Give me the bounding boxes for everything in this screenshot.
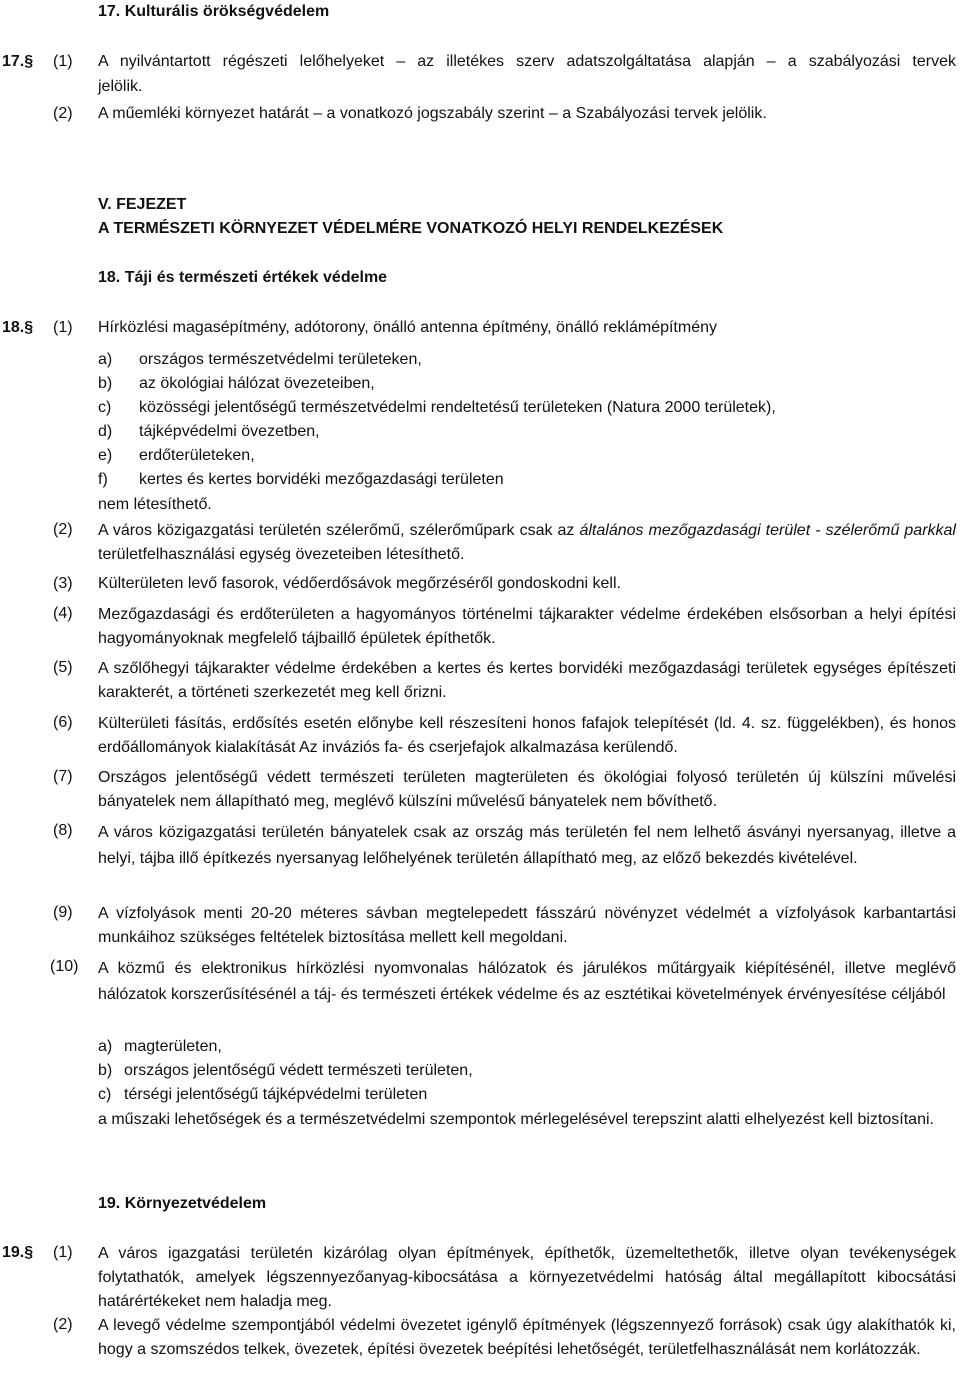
paragraph-18-7-number: (7)	[53, 768, 73, 785]
list-item-label: b)	[98, 375, 113, 392]
section-17-heading: 17. Kulturális örökségvédelem	[98, 3, 330, 20]
list-item-text: magterületen,	[124, 1038, 222, 1055]
list-item-text: tájképvédelmi övezetben,	[139, 423, 320, 440]
paragraph-18-6-number: (6)	[53, 714, 73, 731]
chapter-number: V. FEJEZET	[98, 196, 187, 213]
list-item-label: d)	[98, 423, 113, 440]
paragraph-17-2-text: A műemléki környezet határát – a vonatkozó jogszabály szerint – a Szabályozási tervek jelölik.	[98, 105, 767, 122]
list-item-text: közösségi jelentőségű természetvédelmi rendeltetésű területeken (Natura 2000 területek),	[139, 399, 776, 416]
paragraph-19-1-number: (1)	[53, 1244, 73, 1261]
list-item-text: erdőterületeken,	[139, 447, 255, 464]
paragraph-18-7-text: Országos jelentőségű védett természeti területen magterületen és ökológiai folyosó területén új külszíni művelési bányatelek nem állapítható meg, meglévő külszíni művelésű bányatelek nem bővíthető.	[98, 769, 956, 810]
list-item-label: c)	[98, 399, 112, 416]
paragraph-17-1-number: (1)	[53, 53, 73, 70]
section-18-heading: 18. Táji és természeti értékek védelme	[98, 269, 388, 286]
paragraph-17-2-number: (2)	[53, 105, 73, 122]
list-item-label: f)	[98, 471, 108, 488]
paragraph-18-10-text: A közmű és elektronikus hírközlési nyomvonalas hálózatok és járulékos műtárgyaik kiépítésénél, illetve meglévő hálózatok korszerűsítésénél a táj- és természeti értékek védelme és az esztétikai követelmények érvényesítése céljából	[98, 960, 956, 1003]
paragraph-19-2-text: A levegő védelme szempontjából védelmi övezetet igénylő építmények (légszennyező források) csak úgy alakíthatók ki, hogy a szomszédos telkek, övezetek, építési övezetek beépítési lehetőségét, területfelhasználását nem korlátozzák.	[98, 1317, 956, 1358]
section-19-heading: 19. Környezetvédelem	[98, 1195, 267, 1212]
paragraph-18-8-text: A város közigazgatási területén bányatelek csak az ország más területén fel nem lelhető ásványi nyersanyag, illetve a helyi, tájba illő építkezés nyersanyag lelőhelyének területén állapítható meg, az előző bekezdés kivételével.	[98, 824, 956, 867]
paragraph-18-10-number: (10)	[50, 958, 79, 975]
paragraph-18-3-number: (3)	[53, 575, 73, 592]
paragraph-18-2-number: (2)	[53, 521, 73, 538]
list-item-label: a)	[98, 351, 113, 368]
section-18-number: 18.§	[2, 319, 34, 336]
paragraph-18-2-text: A város közigazgatási területén szélerőmű, szélerőműpark csak az általános mezőgazdasági terület - szélerőmű parkkal területfelhasználási egység övezeteiben létesíthető.	[98, 522, 956, 563]
list-item-label: a)	[98, 1038, 113, 1055]
paragraph-18-1-tail: nem létesíthető.	[98, 496, 212, 513]
paragraph-19-2-number: (2)	[53, 1316, 73, 1333]
paragraph-18-9-number: (9)	[53, 904, 73, 921]
paragraph-18-10-tail: a műszaki lehetőségek és a természetvédelmi szempontok mérlegelésével terepszint alatti elhelyezést kell biztosítani.	[98, 1111, 934, 1128]
list-item-text: kertes és kertes borvidéki mezőgazdasági területen	[139, 471, 504, 488]
list-item-text: térségi jelentőségű tájképvédelmi területen	[124, 1086, 428, 1103]
list-item-text: az ökológiai hálózat övezeteiben,	[139, 375, 375, 392]
paragraph-18-3-text: Külterületen levő fasorok, védőerdősávok megőrzéséről gondoskodni kell.	[98, 575, 621, 592]
paragraph-17-1-line2: jelölik.	[98, 78, 143, 95]
paragraph-18-9-text: A vízfolyások menti 20-20 méteres sávban megtelepedett fásszárú növényzet védelmét a vízfolyások karbantartási munkáihoz szükséges feltételek biztosítása mellett kell megoldani.	[98, 905, 956, 946]
paragraph-19-1-text: A város igazgatási területén kizárólag olyan építmények, építhetők, üzemeltethetők, illetve olyan tevékenységek folytathatók, amelyek légszennyezőanyag-kibocsátása a környezetvédelmi hatóság által megállapított kibocsátási határértékeket nem haladja meg.	[98, 1245, 956, 1310]
paragraph-18-1-number: (1)	[53, 319, 73, 336]
chapter-title: A TERMÉSZETI KÖRNYEZET VÉDELMÉRE VONATKOZÓ HELYI RENDELKEZÉSEK	[98, 220, 724, 237]
paragraph-18-6-text: Külterületi fásítás, erdősítés esetén előnybe kell részesíteni honos fafajok telepítését (ld. 4. sz. függelékben), és honos erdőállományok kialakítását Az inváziós fa- és cserjefajok alkalmazása kerülendő.	[98, 715, 956, 756]
paragraph-18-5-text: A szőlőhegyi tájkarakter védelme érdekében a kertes és kertes borvidéki mezőgazdasági területek egységes építészeti karakterét, a történeti szerkezetét meg kell őrizni.	[98, 660, 956, 701]
paragraph-17-1-line1: A nyilvántartott régészeti lelőhelyeket – az illetékes szerv adatszolgáltatása alapján – a szabályozási tervek	[98, 53, 956, 70]
paragraph-18-4-number: (4)	[53, 605, 73, 622]
paragraph-18-8-number: (8)	[53, 822, 73, 839]
list-item-label: e)	[98, 447, 113, 464]
section-17-number: 17.§	[2, 53, 34, 70]
paragraph-18-5-number: (5)	[53, 659, 73, 676]
paragraph-18-4-text: Mezőgazdasági és erdőterületen a hagyományos történelmi tájkarakter védelme érdekében elsősorban a helyi építési hagyományoknak megfelelő tájbaillő épületek építhetők.	[98, 606, 956, 647]
list-item-text: országos természetvédelmi területeken,	[139, 351, 422, 368]
paragraph-18-1-text: Hírközlési magasépítmény, adótorony, önálló antenna építmény, önálló reklámépítmény	[98, 319, 717, 336]
list-item-label: b)	[98, 1062, 113, 1079]
list-item-text: országos jelentőségű védett természeti területen,	[124, 1062, 473, 1079]
list-item-label: c)	[98, 1086, 112, 1103]
section-19-number: 19.§	[2, 1244, 34, 1261]
